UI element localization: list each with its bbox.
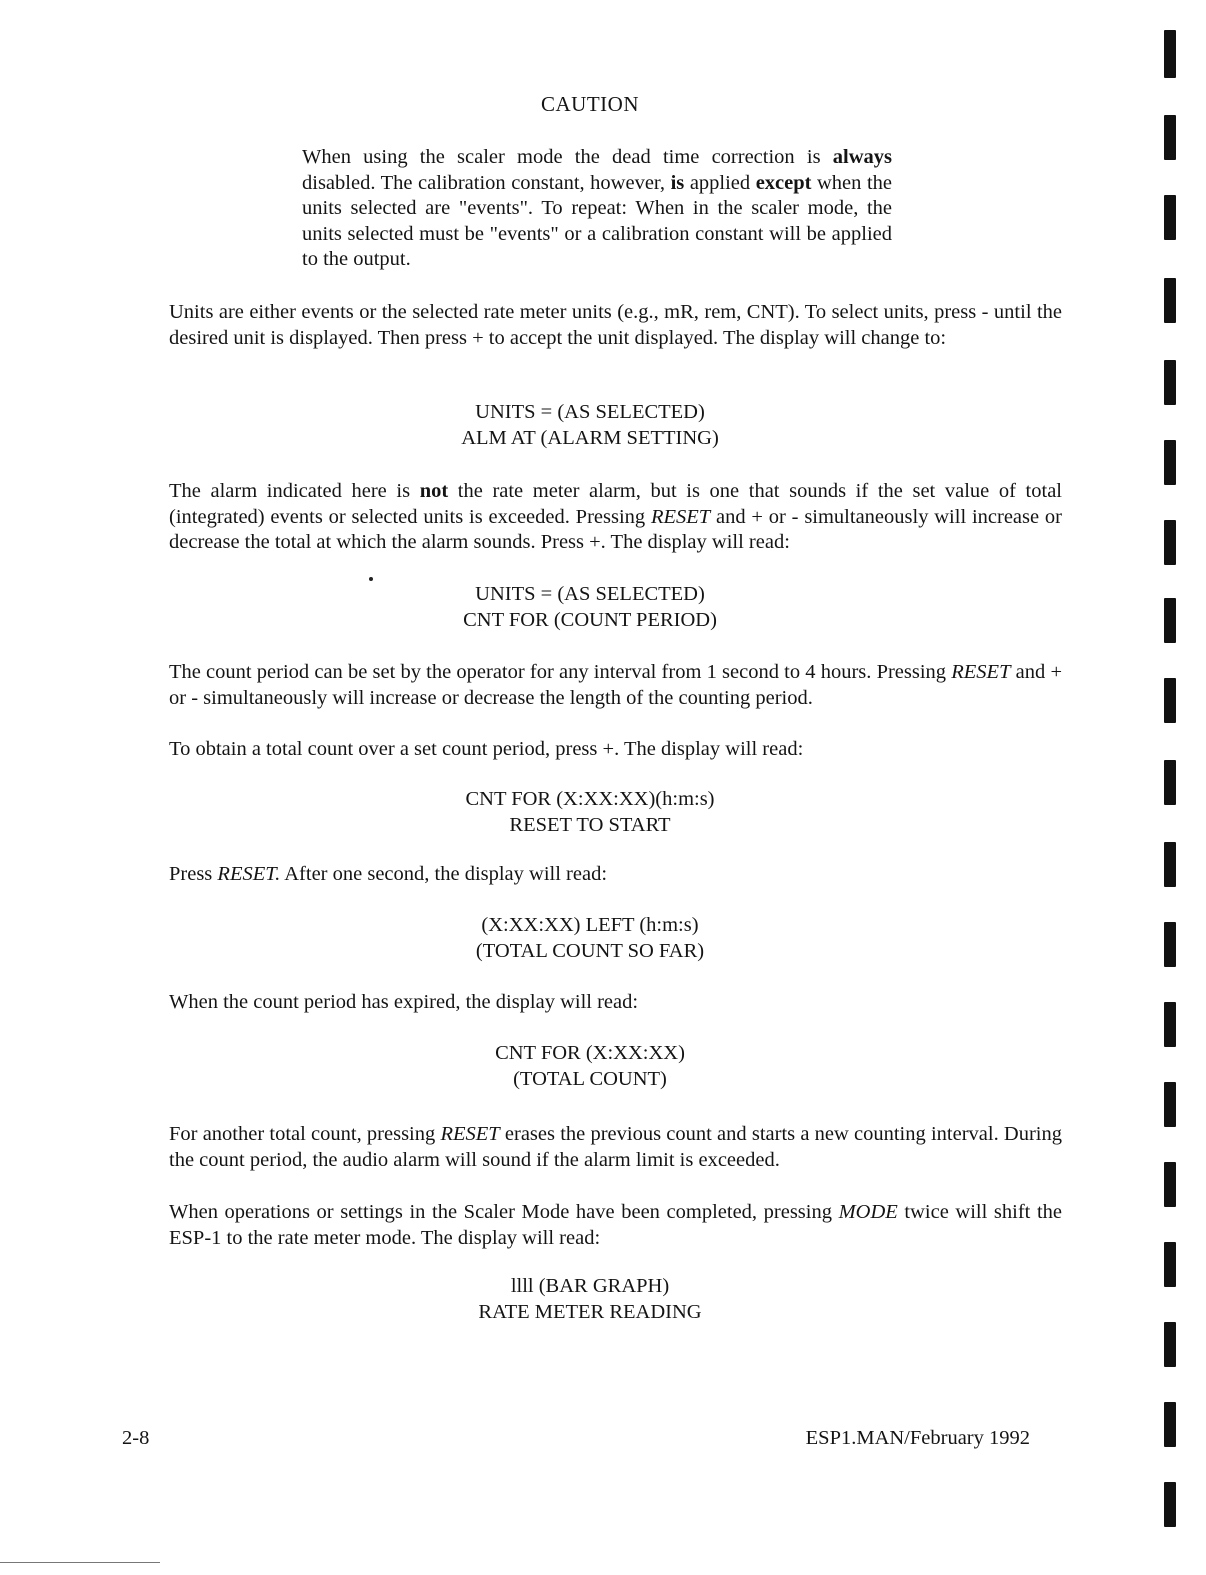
display-readout-5 [390, 1041, 790, 1092]
display-line: UNITS = (AS SELECTED) [475, 401, 705, 423]
display-readout-6 [390, 1274, 790, 1325]
display-line: CNT FOR (COUNT PERIOD) [463, 608, 717, 631]
paragraph-another-count [169, 1122, 1062, 1173]
key-reset: RESET [650, 505, 711, 528]
key-mode: MODE [838, 1201, 898, 1223]
text-segment: the rate meter alarm, but is one that sounds if the set value of total (integrated) events or selected units is exceeded. Pressing [169, 480, 1062, 528]
change-bar [1164, 1242, 1176, 1287]
change-bar [1164, 30, 1176, 78]
display-readout-4 [390, 913, 790, 964]
display-line: CNT FOR (X:XX:XX)(h:m:s) [465, 788, 715, 810]
display-line: CNT FOR (X:XX:XX) [495, 1042, 685, 1064]
caution-text-3: applied [684, 171, 756, 194]
text-segment: The alarm indicated here is [169, 480, 420, 502]
text-segment: erases the previous count and starts a new counting interval. During the count period, the audio alarm will sound if the alarm limit is exceeded. [169, 1123, 1062, 1171]
caution-title: CAUTION [541, 92, 639, 116]
change-bar [1164, 115, 1176, 160]
caution-text-4: when the units selected are "events". To repeat: When in the scaler mode, the units selected must be "events" or a calibration constant will be applied to the output. [302, 171, 892, 270]
document-id: ESP1.MAN/February 1992 [805, 1427, 1030, 1449]
display-readout-1 [390, 400, 790, 451]
bottom-rule [0, 1562, 160, 1563]
change-bar [1164, 678, 1176, 723]
text-segment: When operations or settings in the Scaler Mode have been completed, pressing [169, 1201, 839, 1223]
display-readout-2 [390, 582, 790, 633]
change-bar [1164, 1482, 1176, 1527]
display-readout-3 [390, 787, 790, 838]
change-bar [1164, 842, 1176, 887]
text-segment: and + or - simultaneously will increase or decrease the total at which the alarm sounds. Press +. The display will read: [169, 505, 1062, 553]
caution-emphasis-except: except [755, 171, 812, 194]
change-bar [1164, 1402, 1176, 1447]
text-segment: For another total count, pressing [169, 1123, 441, 1145]
paragraph-mode-switch [169, 1200, 1062, 1251]
display-line: (TOTAL COUNT SO FAR) [475, 939, 705, 962]
emphasis-not: not [419, 480, 449, 502]
caution-emphasis-is: is [670, 171, 685, 194]
paragraph-total-count: To obtain a total count over a set count period, press +. The display will read: [169, 738, 804, 760]
change-bar [1164, 1322, 1176, 1367]
change-bar [1164, 360, 1176, 405]
text-segment: Press [169, 863, 218, 885]
text-segment: After one second, the display will read: [280, 863, 608, 885]
change-bar [1164, 1082, 1176, 1127]
change-bar [1164, 598, 1176, 643]
scan-speck [369, 577, 373, 581]
text-segment: The count period can be set by the operator for any interval from 1 second to 4 hours. Pressing [169, 661, 952, 683]
key-reset: RESET [951, 661, 1011, 683]
caution-text-1: When using the scaler mode the dead time correction is [302, 146, 833, 168]
text-segment: and + or - simultaneously will increase or decrease the length of the counting period. [169, 661, 1063, 709]
key-reset: RESET. [217, 863, 281, 885]
display-line: llll (BAR GRAPH) [510, 1275, 670, 1297]
change-bar [1164, 922, 1176, 967]
change-bar [1164, 1162, 1176, 1207]
change-bar [1164, 520, 1176, 565]
change-bar [1164, 1002, 1176, 1047]
caution-body [302, 145, 892, 273]
paragraph-count-period [169, 660, 1062, 711]
paragraph-units: Units are either events or the selected rate meter units (e.g., mR, rem, CNT). To select units, press - until the desired unit is displayed. Then press + to accept the unit displayed. The display will change to: [169, 301, 1062, 349]
paragraph-press-reset [169, 862, 1062, 888]
paragraph-alarm [169, 479, 1062, 556]
caution-text-2: disabled. The calibration constant, however, [302, 171, 671, 194]
change-bar [1164, 195, 1176, 240]
display-line: UNITS = (AS SELECTED) [475, 583, 705, 605]
key-reset: RESET [440, 1123, 500, 1145]
caution-emphasis-always: always [832, 146, 892, 168]
display-line: (TOTAL COUNT) [513, 1067, 667, 1090]
display-line: RATE METER READING [478, 1300, 702, 1323]
display-line: ALM AT (ALARM SETTING) [461, 426, 719, 449]
display-line: (X:XX:XX) LEFT (h:m:s) [481, 914, 699, 936]
page-number: 2-8 [122, 1427, 150, 1449]
display-line: RESET TO START [509, 813, 671, 836]
text-segment: twice will shift the ESP-1 to the rate meter mode. The display will read: [169, 1201, 1063, 1249]
change-bar [1164, 440, 1176, 485]
change-bar [1164, 278, 1176, 323]
change-bar [1164, 760, 1176, 805]
paragraph-expired: When the count period has expired, the display will read: [169, 991, 639, 1013]
